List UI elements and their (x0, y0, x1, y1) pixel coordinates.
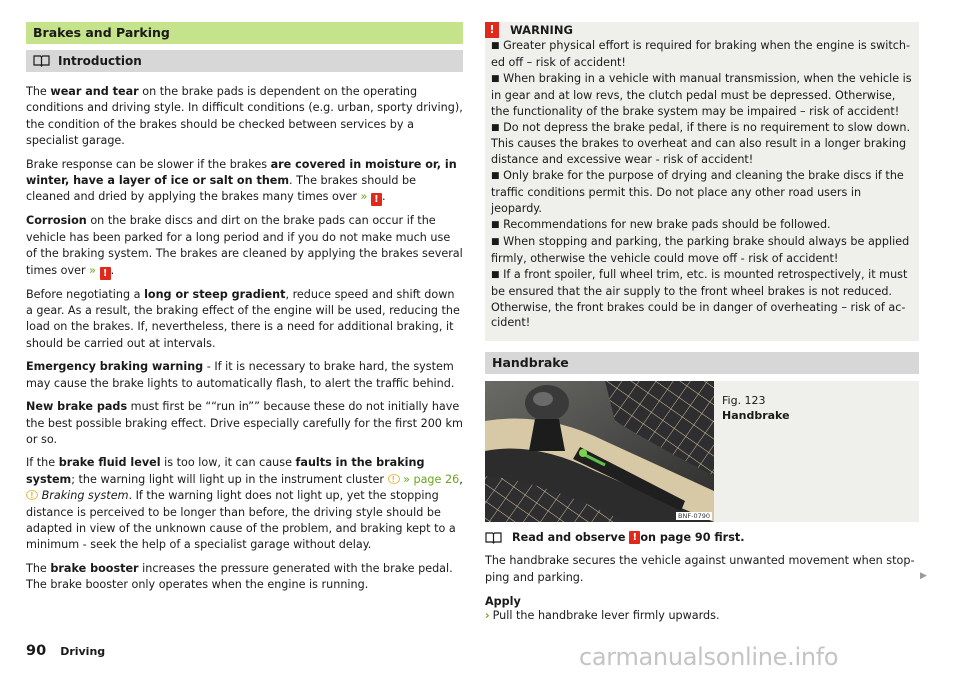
handbrake-photo (485, 381, 714, 522)
book-icon (33, 55, 50, 67)
book-icon (485, 532, 502, 544)
paragraph-corrosion: Corrosion on the brake discs and dirt on the brake pads can occur if the vehicle has been parked for a long period and if you do not make much use of the braking system. The brakes are cleaned by applying the brakes several times over » ! . (26, 214, 463, 279)
warning-item: ■ Only brake for the purpose of drying and cleaning the brake discs if the traffic conditions permit this. Do not place any other road users in jeopardy. (491, 169, 904, 216)
warning-header (485, 22, 913, 38)
paragraph-new-pads: New brake pads must first be ““run in”” because these do not initially have the best possible braking effect. Drive especially carefully for the first 200 km or so. (26, 400, 463, 446)
right-column (485, 22, 919, 624)
paragraph-booster: The brake booster increases the pressure generated with the brake pedal. The brake booster only operates when the engine is running. (26, 561, 453, 592)
warning-item: ■ Do not depress the brake pedal, if there is no requirement to slow down. This causes the brakes to overheat and can also result in a longer braking distance and excessive wear - risk of accident! (491, 120, 911, 167)
handbrake-paragraph: The handbrake secures the vehicle against unwanted movement when stopping and parking. (485, 554, 915, 584)
warning-mark-icon[interactable]: ! (629, 531, 640, 544)
figure (485, 381, 919, 522)
ref-arrow[interactable]: » (89, 263, 97, 277)
page-footer (26, 643, 105, 659)
warning-icon: ! (485, 22, 499, 38)
warning-item: ■ If a front spoiler, full wheel trim, etc. is mounted retrospectively, it must be ensured that the air supply to the front wheel brakes is not reduced. Otherwise, the front brakes could be in danger of overheating – risk of accident! (491, 267, 908, 330)
paragraph-gradient: Before negotiating a long or steep gradient, reduce speed and shift down a gear. As a result, the braking effect of the engine will be used, reducing the load on the brakes. If, nevertheless, there is a need for additional braking, it should be carried out at intervals. (26, 287, 460, 350)
warning-mark-icon[interactable]: ! (100, 267, 111, 280)
paragraph-moisture: Brake response can be slower if the brakes are covered in moisture or, in winter, have a layer of ice or salt on them. The brakes should be cleaned and dried by applying the brakes many times over » ! . (26, 157, 457, 206)
intro-heading (26, 50, 463, 72)
page-number: 90 (26, 643, 47, 659)
figure-caption (714, 381, 790, 522)
section-title: Brakes and Parking (26, 22, 463, 44)
watermark: carmanualsonline.info (579, 643, 839, 671)
chapter-name: Driving (60, 645, 106, 658)
ref-arrow[interactable]: » (360, 190, 368, 204)
paragraph-wear: The wear and tear on the brake pads is dependent on the operating conditions and driving style. In difficult conditions (e.g. urban, sporty driving), the condition of the brakes should be checked between services by a specialist garage. (26, 85, 463, 148)
brake-warning-lamp-icon (388, 474, 400, 484)
figure-title: Handbrake (722, 409, 790, 423)
warning-title: WARNING (510, 23, 573, 37)
warning-item: ■ When braking in a vehicle with manual transmission, when the vehicle is in gear and at low revs, the clutch pedal must be depressed. Otherwise, the functionality of the brake system may be impaired – risk of accident! (491, 71, 912, 118)
read-observe-line: Read and observe ! on page 90 first. (485, 531, 919, 544)
page-link[interactable]: » page 26 (403, 472, 460, 486)
paragraph-emergency: Emergency braking warning - If it is necessary to brake hard, the system may cause the brake lights to automatically flash, to alert the traffic behind. (26, 360, 455, 390)
warning-box (485, 22, 919, 341)
intro-title: Introduction (58, 54, 142, 68)
warning-item: ■ Recommendations for new brake pads should be followed. (491, 217, 831, 231)
apply-step: › Pull the handbrake lever firmly upwards. (485, 609, 720, 623)
brake-warning-lamp-icon (26, 490, 38, 500)
continue-arrow-icon: ▶ (920, 571, 927, 581)
paragraph-fluid: If the brake fluid level is too low, it can cause faults in the braking system; the warning light will light up in the instrument cluster ! » page 26, ! Braking system. If the warning light does not light up, yet the stopping distance is perceived to be longer than before, the driving style should be adapted in view of the unknown cause of the problem, and braking kept to a minimum - seek the help of a specialist garage without delay. (26, 455, 463, 553)
warning-item: ■ When stopping and parking, the parking brake should always be applied firmly, otherwise the vehicle could move off - risk of accident! (491, 234, 910, 265)
warning-mark-icon[interactable]: ! (371, 193, 382, 206)
apply-heading: Apply (485, 595, 521, 609)
figure-number: Fig. 123 (722, 394, 766, 408)
chevron-right-icon: › (485, 609, 490, 623)
figure-code: BNF-0790 (678, 512, 710, 521)
warning-item: ■ Greater physical effort is required for braking when the engine is switched off – risk of accident! (491, 39, 911, 69)
left-column (26, 22, 463, 594)
handbrake-heading: Handbrake (485, 352, 919, 374)
